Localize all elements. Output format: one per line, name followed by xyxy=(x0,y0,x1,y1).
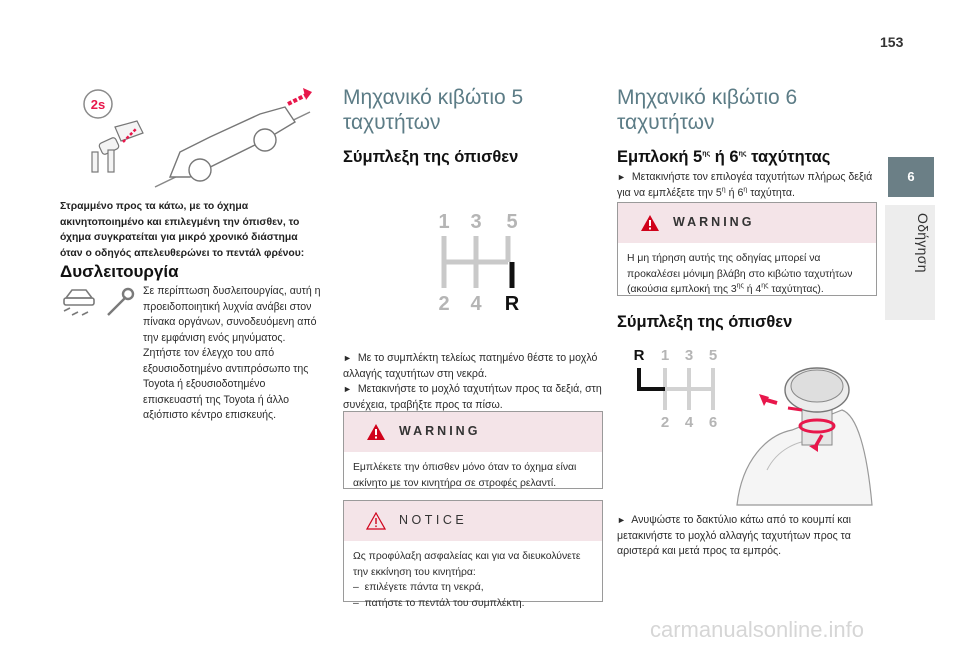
gear6-6-label: 6 xyxy=(708,414,718,431)
page-number: 153 xyxy=(880,34,904,50)
chapter-tab[interactable] xyxy=(885,205,935,320)
reverse-step-6-text: Ανυψώστε το δακτύλιο κάτω από το κουμπί και μετακινήστε το μοχλό αλλαγής ταχυτήτων προς τα αριστερά και μετά προς τα εμπρός. xyxy=(617,514,851,557)
warning6-part-b: ή 4 xyxy=(743,284,762,295)
heading-sup-2: ης xyxy=(738,150,747,158)
gear6-2-label: 2 xyxy=(660,414,670,431)
notice-item-2-text: πατήστε το πεντάλ του συμπλέκτη. xyxy=(364,597,525,609)
warning-lamp-icons xyxy=(60,284,138,318)
heading-sup-1: ης xyxy=(702,150,711,158)
warning-box-6 xyxy=(617,202,877,296)
notice-intro: Ως προφύλαξη ασφαλείας και για να διευκολύνετε την εκκίνηση του κινητήρα: xyxy=(353,551,581,578)
gear6-5-label: 5 xyxy=(708,347,718,364)
engage-5-6-heading xyxy=(617,148,830,167)
reverse-heading-6: Σύμπλεξη της όπισθεν xyxy=(617,313,793,331)
engage-step-a: Μετακινήστε τον επιλογέα ταχυτήτων πλήρως δεξιά για να εμπλέξετε την 5 xyxy=(617,171,873,199)
chapter-tab-number[interactable]: 6 xyxy=(888,157,934,197)
warning-text: Εμπλέκετε την όπισθεν μόνο όταν το όχημα είναι ακίνητο με τον κινητήρα σε στροφές ρελαντί. xyxy=(353,462,577,489)
malfunction-text-start xyxy=(143,284,325,424)
warning-text-6 xyxy=(618,243,876,306)
notice-item-1-text: επιλέγετε πάντα τη νεκρά, xyxy=(364,582,484,593)
car-slope-icon xyxy=(64,290,94,315)
heading-part-a: Εμπλοκή 5 xyxy=(617,148,703,166)
warning-header xyxy=(344,412,602,452)
watermark[interactable]: carmanualsonline.info xyxy=(650,617,865,642)
warning-triangle-icon xyxy=(640,214,660,232)
malfunction-text: Σε περίπτωση δυσλειτουργίας, αυτή η προειδοποιητική λυχνία ανάβει στον πίνακα οργάνων, συνοδευόμενη από την εμφάνιση ενός μηνύματος. Ζητήστε τον έλεγχο του από εξουσιοδοτημένο αντιπρόσωπο της Toyota ή εξουσιοδοτημένο επισκευαστή της Toyota ή άλλο αξιόπιστο κέντρο επισκευής. xyxy=(143,285,321,421)
warning6-part-a: Η μη τήρηση αυτής της οδηγίας μπορεί να προκαλέσει μόνιμη βλάβη στο κιβώτιο ταχυτήτων (ακούσια εμπλοκή της 3 xyxy=(627,253,853,295)
warning6-sup-2: ης xyxy=(761,282,769,290)
manual-6-title: Μηχανικό κιβώτιο 6 ταχυτήτων xyxy=(617,86,798,134)
notice-label: NOTICE xyxy=(399,513,468,527)
engage-5-6-step: ► Μετακινήστε τον επιλογέα ταχυτήτων πλήρως δεξιά για να εμπλέξετε την $5^\eta$ ή $6^\eta$ ταχύτητα. xyxy=(617,171,873,199)
chapter-tab-title: Οδήγηση xyxy=(915,213,931,273)
gear-3-label: 3 xyxy=(470,211,482,233)
gear6-1-label: 1 xyxy=(660,347,670,364)
gear-2-label: 2 xyxy=(438,293,450,315)
gear-pattern-6 xyxy=(617,340,879,510)
engage-step-c: ταχύτητα. xyxy=(747,186,795,199)
step-2-text: Μετακινήστε το μοχλό ταχυτήτων προς τα δεξιά, στη συνέχεια, τραβήξτε προς τα πίσω. xyxy=(343,383,602,411)
gear-pattern-5 xyxy=(420,196,530,316)
malfunction-heading: Δυσλειτουργία xyxy=(60,262,179,281)
wrench-icon xyxy=(108,289,133,315)
heading-part-c: ταχύτητας xyxy=(746,148,831,166)
warning-header-6 xyxy=(618,203,876,243)
manual-5-title: Μηχανικό κιβώτιο 5 ταχυτήτων xyxy=(343,86,524,134)
engage-step-b: ή 6 xyxy=(725,186,744,199)
heading-part-b: ή 6 xyxy=(710,148,739,166)
timer-badge-text: 2s xyxy=(90,97,106,112)
gear6-3-label: 3 xyxy=(684,347,694,364)
notice-header xyxy=(344,501,602,541)
step-1-text: Με το συμπλέκτη τελείως πατημένο θέστε το μοχλό αλλαγής ταχυτήτων στη νεκρά. xyxy=(343,352,598,380)
warning-label-6: WARNING xyxy=(673,215,755,229)
step-2: ► Μετακινήστε το μοχλό ταχυτήτων προς τα δεξιά, στη συνέχεια, τραβήξτε προς τα πίσω. xyxy=(343,383,602,411)
gear-knob-illustration xyxy=(737,368,872,505)
reverse-heading-5: Σύμπλεξη της όπισθεν xyxy=(343,148,519,166)
engage-step-sup-2: η xyxy=(743,185,748,193)
notice-body xyxy=(344,541,602,619)
reverse-steps-5 xyxy=(343,351,605,413)
gear6-r-label: R xyxy=(633,347,645,364)
warning6-sup-1: ης xyxy=(736,282,744,290)
notice-box-5 xyxy=(343,500,603,609)
gear-4-label: 4 xyxy=(470,293,482,315)
reverse-step-6: ► Ανυψώστε το δακτύλιο κάτω από το κουμπί και μετακινήστε το μοχλό αλλαγής ταχυτήτων προς τα αριστερά και μετά προς τα εμπρός. xyxy=(617,514,851,557)
notice-triangle-icon xyxy=(366,512,386,530)
warning-box-5 xyxy=(343,411,603,489)
gear-5-label: 5 xyxy=(506,211,518,233)
illustration-caption: Στραμμένο προς τα κάτω, με το όχημα ακινητοποιημένο και επιλεγμένη την όπισθεν, το όχημα συγκρατείται για μικρό χρονικό διάστημα όταν ο οδηγός απελευθερώνει το πεντάλ φρένου: xyxy=(60,201,305,259)
hill-start-illustration xyxy=(60,82,322,192)
step-1: ► Με το συμπλέκτη τελείως πατημένο θέστε το μοχλό αλλαγής ταχυτήτων στη νεκρά. xyxy=(343,352,598,380)
gear-1-label: 1 xyxy=(438,211,450,233)
engage-step-sup-1: η xyxy=(721,185,726,193)
gear6-4-label: 4 xyxy=(684,414,694,431)
notice-item-1: – επιλέγετε πάντα τη νεκρά, xyxy=(353,582,484,593)
gear-r-label: R xyxy=(504,293,520,315)
warning6-part-c: ταχύτητας). xyxy=(768,284,824,295)
warning-label: WARNING xyxy=(399,424,481,438)
notice-item-2: – πατήστε το πεντάλ του συμπλέκτη. xyxy=(353,597,525,609)
warning-triangle-icon xyxy=(366,423,386,441)
